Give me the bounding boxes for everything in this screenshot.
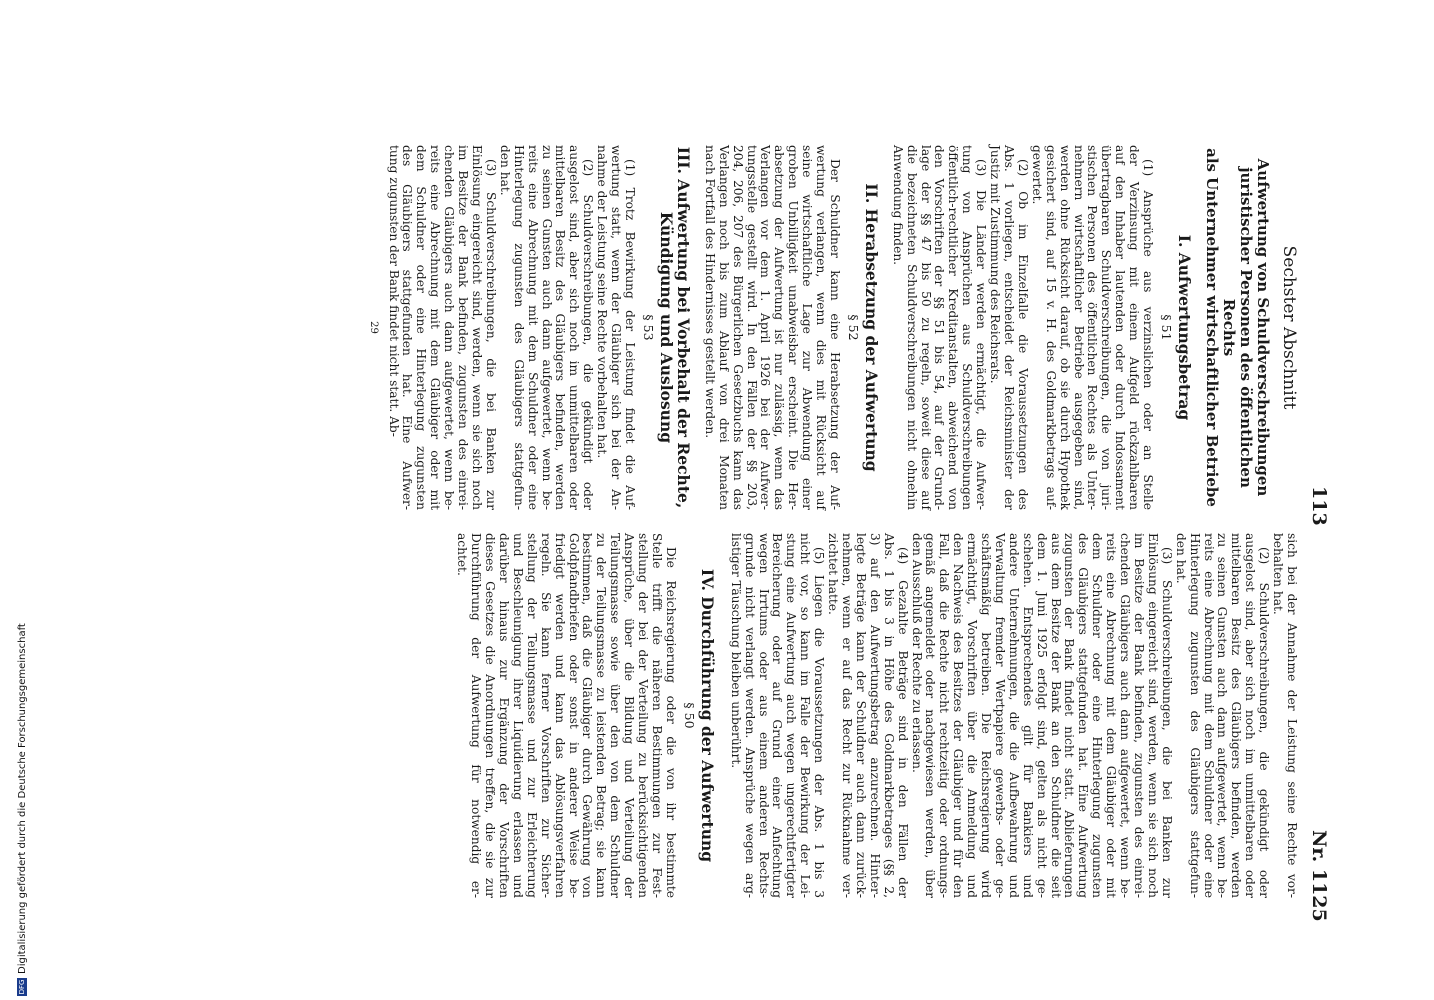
text-line: wertung verlangen, wenn dies mit Rücksicht auf bbox=[814, 145, 829, 510]
text-line: listiger Täuschung bleiben unberührt. bbox=[728, 533, 743, 769]
text-line: reits eine Abrechnung mit dem Gläubiger oder mit bbox=[428, 145, 443, 510]
text-line: Einlösung eingereicht sind, werden, wenn sie sich noch bbox=[1145, 533, 1160, 898]
text-line: nehmern wirtschaftlicher Betriebe ausgegeben sind, bbox=[1071, 145, 1086, 510]
text-line: wertung statt, wenn der Gläubiger sich bei der An- bbox=[609, 145, 624, 510]
chapter-title-line: Aufwertung von Schuldverschreibungen bbox=[1254, 158, 1272, 497]
text-line: Verlangen noch bis zum Ablauf von drei Monaten bbox=[716, 145, 731, 510]
text-line: Stelle trifft die näheren Bestimmungen zur Fest- bbox=[650, 533, 665, 898]
text-line: ausgelost sind, aber sich noch im unmittelbaren oder bbox=[1243, 533, 1258, 898]
text-line: gewertet. bbox=[1029, 145, 1044, 205]
text-line: legte Beträge kann der Schuldner auch dann zurück- bbox=[853, 533, 868, 898]
heading-I: I. Aufwertungsbetrag bbox=[1175, 234, 1194, 421]
text-line: 204, 206, 207 des Bürgerlichen Gesetzbuchs kann das bbox=[730, 145, 745, 510]
text-line: nach Fortfall des Hindernisses gestellt werden. bbox=[702, 145, 717, 439]
text-line: Der Schuldner kann eine Herabsetzung der Auf- bbox=[827, 159, 842, 510]
text-line: tung zugunsten der Bank findet nicht statt. Ab- bbox=[386, 145, 401, 437]
text-line: Durchführung der Aufwertung für notwendig er- bbox=[469, 533, 484, 898]
chapter-title-line: juristischer Personen des öffentlichen Rechts bbox=[1220, 167, 1255, 488]
text-line: Hinterlegung zugunsten des Gläubigers stattgefun- bbox=[511, 145, 526, 510]
text-block-52 bbox=[702, 145, 841, 510]
text-line: reits eine Abrechnung mit dem Schuldner oder eine bbox=[1201, 533, 1216, 898]
text-block-51-1 bbox=[1029, 145, 1154, 510]
text-line: werden ohne Rücksicht darauf, ob sie durch Hypothek bbox=[1057, 145, 1072, 510]
text-line: des Gläubigers stattgefunden hat. Eine Aufwertung bbox=[1076, 533, 1091, 898]
text-line: sich bei der Annahme der Leistung seine Rechte vor- bbox=[1285, 533, 1299, 898]
text-line: schäftsmäßig betreiben. Die Reichsregierung wird bbox=[979, 533, 994, 898]
text-line: dem Schuldner oder eine Hinterlegung zugunsten bbox=[1090, 533, 1105, 898]
text-line: im Besitze der Bank befinden, zugunsten des einrei- bbox=[456, 145, 471, 510]
text-line: den Ausschluß der Rechte zu erlassen. bbox=[909, 533, 924, 773]
text-line: Ansprüche, über die Bildung und Verteilung der bbox=[622, 533, 637, 898]
text-line: nicht vor, so kann im Falle der Bewirkung der Lei- bbox=[798, 533, 813, 898]
text-line: zu der Teilungsmasse zu leistenden Betrag; sie kann bbox=[594, 533, 609, 898]
text-line: den hat. bbox=[1173, 533, 1188, 584]
text-line: mittelbaren Besitz des Gläubigers befinden, werden bbox=[1229, 533, 1244, 898]
text-line: (2) Ob im Einzelfalle die Voraussetzungen des bbox=[1015, 159, 1030, 510]
text-line: Verwaltung fremder Wertpapiere gewerbs- oder ge- bbox=[992, 533, 1007, 898]
text-line: zichtet hatte. bbox=[826, 533, 841, 615]
text-line: Fall, daß die Rechte nicht rechtzeitig oder ordnungs- bbox=[937, 533, 952, 898]
heading-line: Kündigung und Auslosung bbox=[656, 211, 676, 444]
digitization-notice-text: Digitalisierung gefördert durch die Deutsche Forschungsgemeinschaft bbox=[17, 623, 28, 974]
digitization-notice bbox=[16, 0, 30, 996]
text-line: bestimmen, daß die Gläubiger durch Gewährung von bbox=[580, 533, 595, 898]
text-line: (3) Die Länder werden ermächtigt, die Aufwer- bbox=[974, 159, 989, 510]
text-line: (3) Schuldverschreibungen, die bei Banken zur bbox=[1159, 547, 1174, 898]
text-line: Abs. 1 bis 3 in Höhe des Goldmarkbetrages (§§ 2, bbox=[881, 533, 896, 898]
text-line: übertragbaren Schuldverschreibungen, die von juri- bbox=[1099, 145, 1114, 510]
text-line: dem 1. Juni 1925 erfolgt sind, gelten als nicht ge- bbox=[1034, 533, 1049, 898]
chapter-title-line: als Unternehmer wirtschaftlicher Betriebe bbox=[1203, 148, 1221, 507]
text-line: mittelbaren Besitz des Gläubigers befinden, werden bbox=[553, 145, 568, 510]
text-block-53-4 bbox=[825, 533, 908, 898]
column-upper bbox=[361, 145, 1298, 510]
text-line: den Vorschriften der §§ 51 bis 54, auf der Grund- bbox=[932, 145, 947, 510]
text-line: 3) auf den Aufwertungsbetrag anzurechnen. Hinter- bbox=[867, 533, 882, 898]
text-line: reits eine Abrechnung mit dem Schuldner oder eine bbox=[525, 145, 540, 510]
text-line: andere Unternehmungen, die die Aufbewahrung und bbox=[1006, 533, 1021, 898]
section-title: Sechster Abschnitt bbox=[1279, 245, 1299, 410]
text-line: des Gläubigers stattgefunden hat. Eine Aufwer- bbox=[400, 145, 415, 510]
text-line: der Verzinsung mit einem Aufgeld rückzahlbaren bbox=[1127, 145, 1142, 510]
text-line: Goldpfandbriefen oder sonst in anderer Weise be- bbox=[566, 533, 581, 898]
text-line: dem Schuldner oder eine Hinterlegung zugunsten bbox=[414, 145, 429, 510]
text-line: nahme der Leistung seine Rechte vorbehalten hat. bbox=[595, 145, 610, 459]
text-line: regeln. Sie kann ferner Vorschriften zur Sicher- bbox=[538, 533, 553, 898]
text-line: auf den Inhaber lautenden oder durch Indossament bbox=[1113, 145, 1128, 510]
text-line: nehmen, wenn er auf das Recht zur Rücknahme ver- bbox=[840, 533, 854, 898]
text-line: groben Unbilligkeit unabweisbar erscheint. Die Her- bbox=[786, 145, 801, 510]
text-line: öffentlich-rechtlicher Kreditanstalten, abweichend von bbox=[946, 145, 961, 510]
text-line: (1) Trotz Bewirkung der Leistung findet die Auf- bbox=[623, 159, 637, 510]
text-line: schehen. Entsprechendes gilt für Bankiers und bbox=[1020, 533, 1035, 898]
text-line: Justiz mit Zustimmung des Reichsrats. bbox=[988, 145, 1003, 384]
text-line: aus dem Besitze der Bank an den Schuldner die seit bbox=[1048, 533, 1063, 898]
heading-II: II. Herabsetzung der Aufwertung bbox=[861, 183, 881, 472]
chapter-title bbox=[1203, 145, 1271, 510]
text-line: Bereicherung oder auf Grund einer Anfechtung bbox=[770, 533, 785, 898]
text-line: Hinterlegung zugunsten des Gläubigers stattgefun- bbox=[1187, 533, 1202, 898]
text-line: gesichert sind, auf 15 v. H. des Goldmarkbetrags auf- bbox=[1043, 145, 1058, 510]
text-line: (4) Gezahlte Beträge sind in den Fällen der bbox=[895, 547, 910, 898]
text-line: achtet. bbox=[455, 533, 470, 576]
text-line: Verlangen vor dem 1. April 1926 bei der Aufwer- bbox=[758, 145, 773, 510]
paragraph-50: § 50 bbox=[681, 702, 697, 729]
text-line: behalten hat. bbox=[1271, 533, 1286, 615]
issue-number: Nr. 1125 bbox=[1308, 830, 1330, 922]
text-block-50 bbox=[454, 533, 677, 898]
paragraph-52: § 52 bbox=[845, 314, 861, 341]
paragraph-53: § 53 bbox=[640, 314, 656, 341]
text-block-53 bbox=[386, 145, 636, 510]
text-line: (1) Ansprüche aus verzinslichen oder an Stelle bbox=[1141, 159, 1156, 510]
text-line: den hat. bbox=[497, 145, 512, 196]
text-line: den Nachweis des Besitzes der Gläubiger und für den bbox=[951, 533, 966, 898]
text-line: tungsstelle gestellt wird. In den Fällen der §§ 203, bbox=[744, 145, 759, 510]
text-line: reits eine Abrechnung mit dem Gläubiger oder mit bbox=[1104, 533, 1119, 898]
digitization-sidebar bbox=[0, 0, 28, 1000]
text-line: lage der §§ 47 bis 50 zu regeln, soweit diese auf bbox=[918, 145, 933, 510]
text-line: im Besitze der Bank befinden, zugunsten des einrei- bbox=[1132, 533, 1147, 898]
text-line: wegen Irrtums oder aus einem anderen Rechts- bbox=[756, 533, 771, 898]
heading-IV: IV. Durchführung der Aufwertung bbox=[697, 568, 717, 863]
text-line: (2) Schuldverschreibungen, die gekündigt oder bbox=[581, 159, 596, 510]
text-line: gemäß angemeldet oder nachgewiesen werden, über bbox=[923, 533, 938, 898]
text-line: Anwendung finden. bbox=[890, 145, 905, 266]
text-line: stung eine Aufwertung auch wegen ungerechtfertigter bbox=[784, 533, 799, 898]
text-line: Abs. 1 vorliegen, entscheidet der Reichsminister der bbox=[1002, 145, 1017, 510]
text-line: Einlösung eingereicht sind, werden, wenn sie sich noch bbox=[470, 145, 485, 510]
text-block-51-3 bbox=[890, 145, 987, 510]
text-line: darüber hinaus zur Ergänzung der Vorschriften bbox=[497, 533, 512, 898]
signature-mark: 29 bbox=[367, 321, 379, 334]
text-line: chenden Gläubigers auch dann aufgewertet, wenn be- bbox=[442, 145, 457, 510]
text-line: dieses Gesetzes die Anordnungen treffen, die sie zur bbox=[483, 533, 498, 898]
text-line: tung von Ansprüchen aus Schuldverschreibungen bbox=[960, 145, 975, 510]
text-line: stellung der bei der Verteilung zu berücksichtigenden bbox=[636, 533, 651, 898]
text-line: stellung der Teilungsmasse und zur Erleichterung bbox=[524, 533, 539, 898]
text-line: stischen Personen des öffentlichen Rechtes als Unter- bbox=[1085, 145, 1100, 510]
page-number: 113 bbox=[1308, 486, 1330, 526]
dfg-logo: DFG bbox=[18, 979, 26, 995]
text-line: (2) Schuldverschreibungen, die gekündigt oder bbox=[1257, 547, 1272, 898]
text-line: grunde nicht verlangt werden. Ansprüche wegen arg- bbox=[742, 533, 757, 898]
paragraph-51: § 51 bbox=[1159, 314, 1174, 341]
text-line: (3) Schuldverschreibungen, die bei Banken zur bbox=[483, 159, 498, 510]
text-line: seine wirtschaftliche Lage zur Abwendung einer bbox=[800, 145, 815, 510]
text-block-53-5 bbox=[728, 533, 825, 898]
text-line: ausgelost sind, aber sich noch im unmittelbaren oder bbox=[567, 145, 582, 510]
text-line: zu seinen Gunsten auch dann aufgewertet, wenn be- bbox=[539, 145, 554, 510]
heading-III bbox=[658, 145, 692, 510]
text-line: friedigt werden und kann das Ablösungsverfahren bbox=[552, 533, 567, 898]
text-block-53-cont bbox=[909, 533, 1298, 898]
text-line: Die Reichsregierung oder die von ihr bestimmte bbox=[663, 547, 678, 898]
column-lower bbox=[454, 533, 1298, 898]
text-line: absetzung der Aufwertung ist nur zulässig, wenn das bbox=[772, 145, 787, 510]
text-line: und Beschleunigung ihrer Liquidierung erlassen und bbox=[510, 533, 525, 898]
heading-line: III. Aufwertung bei Vorbehalt der Rechte, bbox=[673, 146, 693, 509]
text-line: zugunsten der Bank findet nicht statt. Ablieferungen bbox=[1062, 533, 1077, 898]
text-line: die bezeichneten Schuldverschreibungen nicht ohnehin bbox=[904, 145, 919, 510]
text-line: ermächtigt, Vorschriften über die Anmeldung und bbox=[965, 533, 980, 898]
text-line: Teilungsmasse sowie über den von dem Schuldner bbox=[608, 533, 623, 898]
text-line: zu seinen Gunsten auch dann aufgewertet, wenn be- bbox=[1215, 533, 1230, 898]
text-line: chenden Gläubigers auch dann aufgewertet, wenn be- bbox=[1118, 533, 1133, 898]
text-block-51-2 bbox=[987, 145, 1029, 510]
text-line: (5) Liegen die Voraussetzungen der Abs. 1 bis 3 bbox=[812, 547, 827, 898]
